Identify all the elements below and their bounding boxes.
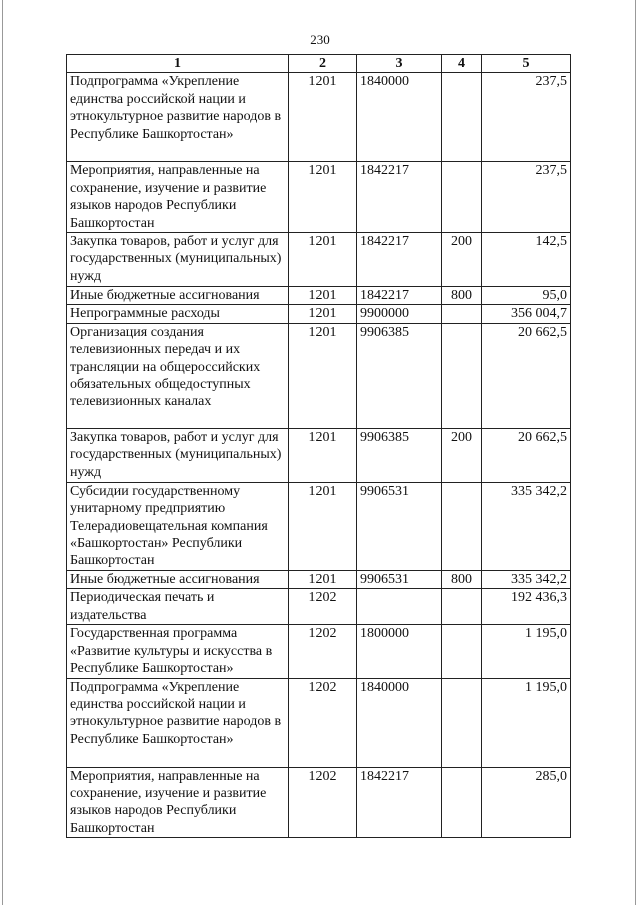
table-row [67,589,571,625]
row-target: 1840000 [357,678,442,767]
table-row [67,287,571,305]
row-type [442,162,482,233]
row-target: 9906385 [357,323,442,428]
row-name: Подпрограмма «Укрепление единства российской нации и этнокультурное развитие народов в Республике Башкортостан» [67,678,289,767]
row-target: 1842217 [357,162,442,233]
row-target: 1840000 [357,73,442,162]
row-amount: 1 195,0 [482,625,571,678]
row-type [442,323,482,428]
row-amount: 1 195,0 [482,678,571,767]
row-name: Непрограммные расходы [67,305,289,323]
row-section: 1202 [289,625,357,678]
table-row [67,428,571,482]
table-row [67,305,571,323]
page-edge-left [2,0,3,905]
row-name: Иные бюджетные ассигнования [67,570,289,588]
row-name: Подпрограмма «Укрепление единства российской нации и этнокультурное развитие народов в Республике Башкортостан» [67,73,289,162]
row-name: Закупка товаров, работ и услуг для государственных (муниципальных) нужд [67,428,289,482]
row-name: Организация создания телевизионных передач и их трансляции на общероссийских обязательных общедоступных телевизионных каналах [67,323,289,428]
table-header-row [67,55,571,73]
table-row [67,73,571,162]
page-number: 230 [310,32,330,47]
table-row [67,767,571,838]
row-type [442,767,482,838]
row-name: Периодическая печать и издательства [67,589,289,625]
row-target [357,589,442,625]
row-target: 9900000 [357,305,442,323]
row-type [442,482,482,570]
row-amount: 285,0 [482,767,571,838]
header-col-5: 5 [482,55,571,73]
header-col-1: 1 [67,55,289,73]
row-section: 1201 [289,305,357,323]
row-amount: 237,5 [482,73,571,162]
table-row [67,570,571,588]
row-section: 1201 [289,323,357,428]
row-amount: 335 342,2 [482,482,571,570]
row-type: 200 [442,428,482,482]
row-type [442,305,482,323]
table-row [67,233,571,287]
row-target: 1842217 [357,287,442,305]
row-target: 1842217 [357,767,442,838]
row-type [442,678,482,767]
row-amount: 142,5 [482,233,571,287]
row-section: 1202 [289,767,357,838]
row-section: 1202 [289,589,357,625]
row-type [442,73,482,162]
header-col-2: 2 [289,55,357,73]
row-section: 1201 [289,233,357,287]
row-section: 1201 [289,570,357,588]
row-type: 200 [442,233,482,287]
row-amount: 20 662,5 [482,323,571,428]
row-amount: 335 342,2 [482,570,571,588]
row-name: Иные бюджетные ассигнования [67,287,289,305]
table-row [67,678,571,767]
row-section: 1202 [289,678,357,767]
row-amount: 95,0 [482,287,571,305]
row-name: Мероприятия, направленные на сохранение, изучение и развитие языков народов Республики Башкортостан [67,162,289,233]
header-col-3: 3 [357,55,442,73]
budget-table [66,54,571,838]
row-type: 800 [442,287,482,305]
row-section: 1201 [289,428,357,482]
row-name: Мероприятия, направленные на сохранение, изучение и развитие языков народов Республики Башкортостан [67,767,289,838]
row-target: 9906531 [357,570,442,588]
row-amount: 192 436,3 [482,589,571,625]
row-section: 1201 [289,482,357,570]
row-amount: 237,5 [482,162,571,233]
row-amount: 356 004,7 [482,305,571,323]
row-amount: 20 662,5 [482,428,571,482]
row-type: 800 [442,570,482,588]
table-row [67,482,571,570]
row-target: 1800000 [357,625,442,678]
table-row [67,323,571,428]
row-target: 9906385 [357,428,442,482]
row-target: 1842217 [357,233,442,287]
table-row [67,162,571,233]
row-section: 1201 [289,162,357,233]
row-type [442,589,482,625]
row-name: Закупка товаров, работ и услуг для государственных (муниципальных) нужд [67,233,289,287]
row-target: 9906531 [357,482,442,570]
page-edge-right [635,0,636,905]
header-col-4: 4 [442,55,482,73]
row-section: 1201 [289,73,357,162]
row-type [442,625,482,678]
row-name: Субсидии государственному унитарному предприятию Телерадиовещательная компания «Башкортостан» Республики Башкортостан [67,482,289,570]
table-row [67,625,571,678]
row-section: 1201 [289,287,357,305]
row-name: Государственная программа «Развитие культуры и искусства в Республике Башкортостан» [67,625,289,678]
